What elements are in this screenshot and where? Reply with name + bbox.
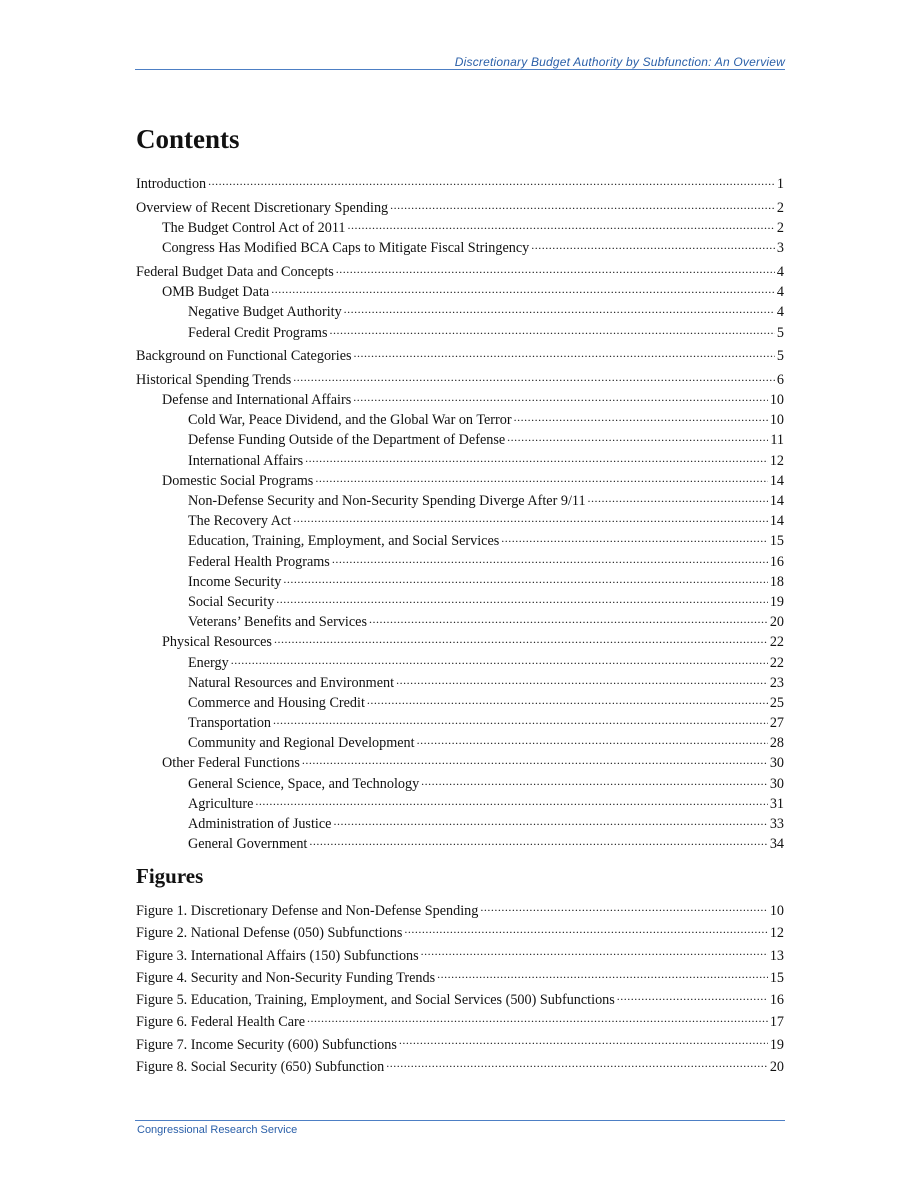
toc-entry-page: 23 [769, 674, 784, 691]
toc-entry[interactable] [136, 174, 784, 194]
toc-entry[interactable] [136, 531, 784, 551]
toc-entry[interactable] [136, 262, 784, 282]
figure-entry-title: Figure 7. Income Security (600) Subfunctions [136, 1036, 397, 1053]
dot-leader [480, 901, 767, 915]
toc-entry-title: Income Security [188, 573, 282, 590]
toc-entry-title: The Budget Control Act of 2011 [162, 220, 346, 237]
toc-entry-page: 14 [769, 493, 784, 509]
toc-entry-title: Federal Health Programs [188, 553, 330, 570]
toc-entry-title: Administration of Justice [188, 816, 332, 832]
toc-entry[interactable] [136, 693, 784, 713]
dot-leader [399, 1035, 768, 1049]
dot-leader [255, 794, 767, 808]
figure-entry[interactable] [136, 1034, 784, 1056]
toc-entry[interactable] [136, 450, 784, 470]
toc-entry-title: Domestic Social Programs [162, 472, 314, 489]
toc-entry[interactable] [136, 238, 784, 258]
toc-entry[interactable] [136, 282, 784, 302]
toc-entry-title: Cold War, Peace Dividend, and the Global War on Terror [188, 412, 512, 429]
figure-entry-page: 20 [769, 1059, 784, 1076]
figure-entry-title: Figure 1. Discretionary Defense and Non-Defense Spending [136, 903, 479, 919]
dot-leader [293, 370, 775, 384]
toc-entry-title: OMB Budget Data [162, 284, 270, 301]
dot-leader [231, 652, 768, 666]
toc-entry[interactable] [136, 410, 784, 430]
toc-entry-page: 10 [769, 412, 784, 429]
dot-leader [307, 1012, 768, 1026]
dot-leader [501, 531, 768, 545]
footer-org: Congressional Research Service [137, 1124, 298, 1136]
figure-entry[interactable] [136, 922, 784, 944]
toc-entry-title: Overview of Recent Discretionary Spending [136, 199, 389, 216]
figure-entry-title: Figure 5. Education, Training, Employment, and Social Services (500) Subfunctions [136, 992, 615, 1009]
dot-leader [273, 713, 768, 727]
figures-heading: Figures [136, 864, 204, 888]
figure-entry[interactable] [136, 1056, 784, 1078]
dot-leader [276, 592, 768, 606]
toc-entry-title: Social Security [188, 593, 275, 610]
toc-entry[interactable] [136, 773, 784, 793]
contents-heading: Contents [136, 124, 240, 154]
dot-leader [386, 1057, 768, 1071]
toc-entry-page: 4 [776, 263, 784, 280]
toc-entry[interactable] [136, 753, 784, 773]
dot-leader [421, 945, 768, 959]
toc-entry-page: 33 [769, 816, 784, 832]
toc-entry-page: 4 [776, 304, 784, 321]
toc-entry-page: 5 [776, 324, 784, 341]
toc-entry[interactable] [136, 302, 784, 322]
figure-entry[interactable] [136, 989, 784, 1011]
toc-entry-page: 27 [769, 715, 784, 732]
figure-entry-page: 16 [769, 992, 784, 1009]
figure-entry[interactable] [136, 900, 784, 922]
dot-leader [353, 390, 768, 404]
toc-entry-page: 14 [769, 472, 784, 489]
toc-entry[interactable] [136, 471, 784, 491]
toc-entry-title: Negative Budget Authority [188, 304, 342, 321]
toc-entry[interactable] [136, 713, 784, 733]
dot-leader [332, 551, 768, 565]
toc-entry[interactable] [136, 652, 784, 672]
toc-entry[interactable] [136, 794, 784, 814]
figures-list [136, 900, 784, 1078]
dot-leader [309, 834, 767, 848]
toc-entry-page: 11 [770, 432, 784, 449]
dot-leader [617, 990, 768, 1004]
toc-entry-page: 16 [769, 553, 784, 570]
toc-entry[interactable] [136, 430, 784, 450]
figure-entry[interactable] [136, 1011, 784, 1033]
header-rule [135, 69, 785, 70]
running-header: Discretionary Budget Authority by Subfunction: An Overview [454, 55, 785, 69]
toc-entry[interactable] [136, 572, 784, 592]
figure-entry[interactable] [136, 945, 784, 967]
toc-entry[interactable] [136, 390, 784, 410]
toc-entry-page: 19 [769, 593, 784, 610]
figure-entry-page: 15 [769, 969, 784, 986]
toc-entry[interactable] [136, 733, 784, 753]
toc-entry-page: 25 [769, 694, 784, 711]
toc-entry-page: 14 [769, 513, 784, 530]
toc-entry-title: Federal Budget Data and Concepts [136, 263, 334, 280]
dot-leader [367, 693, 768, 707]
dot-leader [514, 410, 768, 424]
toc-entry[interactable] [136, 346, 784, 366]
toc-entry-page: 30 [769, 775, 784, 792]
toc-entry-title: Defense and International Affairs [162, 392, 352, 409]
dot-leader [336, 262, 775, 276]
dot-leader [396, 673, 768, 687]
toc-entry-title: Other Federal Functions [162, 755, 300, 772]
toc-entry-title: Federal Credit Programs [188, 324, 328, 341]
figure-entry-page: 17 [769, 1014, 784, 1031]
toc-entry-page: 1 [776, 176, 784, 193]
toc-entry-title: Physical Resources [162, 634, 272, 651]
toc-entry-title: Transportation [188, 715, 272, 732]
toc-entry-title: Veterans’ Benefits and Services [188, 614, 367, 631]
dot-leader [404, 923, 767, 937]
figure-entry-page: 19 [769, 1036, 784, 1053]
toc-entry-title: General Science, Space, and Technology [188, 775, 420, 792]
dot-leader [348, 218, 775, 232]
toc-entry[interactable] [136, 592, 784, 612]
toc-entry-title: Commerce and Housing Credit [188, 694, 365, 711]
toc-entry-page: 6 [776, 371, 784, 388]
dot-leader [274, 632, 768, 646]
toc-entry-page: 5 [776, 348, 784, 365]
toc-entry-page: 12 [769, 452, 784, 469]
figure-entry-title: Figure 4. Security and Non-Security Funding Trends [136, 969, 436, 986]
toc-entry-title: Agriculture [188, 795, 254, 812]
toc-entry-page: 2 [776, 199, 784, 216]
dot-leader [293, 511, 768, 525]
toc-entry-title: Background on Functional Categories [136, 348, 352, 365]
toc-entry-page: 4 [776, 284, 784, 301]
dot-leader [305, 450, 768, 464]
toc-entry-page: 20 [769, 614, 784, 631]
toc-entry[interactable] [136, 322, 784, 342]
figure-entry-title: Figure 3. International Affairs (150) Subfunctions [136, 947, 419, 964]
dot-leader [344, 302, 775, 316]
dot-leader [208, 174, 775, 188]
toc-entry-title: General Government [188, 836, 308, 853]
toc-entry-title: Defense Funding Outside of the Department of Defense [188, 432, 506, 449]
toc-entry[interactable] [136, 834, 784, 854]
dot-leader [329, 322, 774, 336]
toc-entry-page: 2 [776, 220, 784, 237]
figure-entry-page: 10 [769, 903, 784, 919]
dot-leader [354, 346, 775, 360]
dot-leader [390, 198, 775, 212]
dot-leader [283, 572, 767, 586]
toc-entry-title: Non-Defense Security and Non-Security Spending Diverge After 9/11 [188, 493, 586, 509]
toc-entry-title: Natural Resources and Environment [188, 674, 395, 691]
toc-entry-page: 31 [769, 795, 784, 812]
figure-entry-title: Figure 8. Social Security (650) Subfunction [136, 1059, 385, 1076]
dot-leader [437, 968, 768, 982]
dot-leader [315, 471, 768, 485]
figure-entry[interactable] [136, 967, 784, 989]
dot-leader [417, 733, 768, 747]
toc-entry[interactable] [136, 511, 784, 531]
dot-leader [507, 430, 768, 444]
toc-entry-title: Congress Has Modified BCA Caps to Mitigate Fiscal Stringency [162, 240, 530, 257]
dot-leader [271, 282, 775, 296]
toc-entry-page: 28 [769, 735, 784, 752]
contents-list [136, 174, 784, 854]
toc-entry-title: International Affairs [188, 452, 304, 469]
toc-entry-title: Community and Regional Development [188, 735, 415, 752]
toc-entry[interactable] [136, 673, 784, 693]
toc-entry[interactable] [136, 632, 784, 652]
toc-entry[interactable] [136, 218, 784, 238]
toc-entry-page: 34 [769, 836, 784, 853]
figure-entry-title: Figure 6. Federal Health Care [136, 1014, 306, 1031]
toc-entry-title: Energy [188, 654, 229, 671]
toc-entry[interactable] [136, 612, 784, 632]
toc-entry-page: 30 [769, 755, 784, 772]
toc-entry-title: Introduction [136, 176, 207, 193]
figure-entry-page: 13 [769, 947, 784, 964]
dot-leader [588, 491, 768, 505]
figure-entry-title: Figure 2. National Defense (050) Subfunctions [136, 925, 403, 942]
toc-entry[interactable] [136, 198, 784, 218]
toc-entry-page: 22 [769, 654, 784, 671]
dot-leader [531, 238, 775, 252]
dot-leader [369, 612, 768, 626]
toc-entry-page: 15 [769, 533, 784, 550]
toc-entry[interactable] [136, 814, 784, 834]
toc-entry[interactable] [136, 491, 784, 511]
toc-entry[interactable] [136, 551, 784, 571]
dot-leader [302, 753, 768, 767]
footer-rule [135, 1120, 785, 1121]
dot-leader [333, 814, 767, 828]
toc-entry-title: Education, Training, Employment, and Social Services [188, 533, 500, 550]
toc-entry-page: 10 [769, 392, 784, 409]
toc-entry[interactable] [136, 370, 784, 390]
figure-entry-page: 12 [769, 925, 784, 942]
dot-leader [421, 773, 768, 787]
toc-entry-page: 18 [769, 573, 784, 590]
toc-entry-page: 3 [776, 240, 784, 257]
toc-entry-page: 22 [769, 634, 784, 651]
toc-entry-title: Historical Spending Trends [136, 371, 292, 388]
toc-entry-title: The Recovery Act [188, 513, 292, 530]
